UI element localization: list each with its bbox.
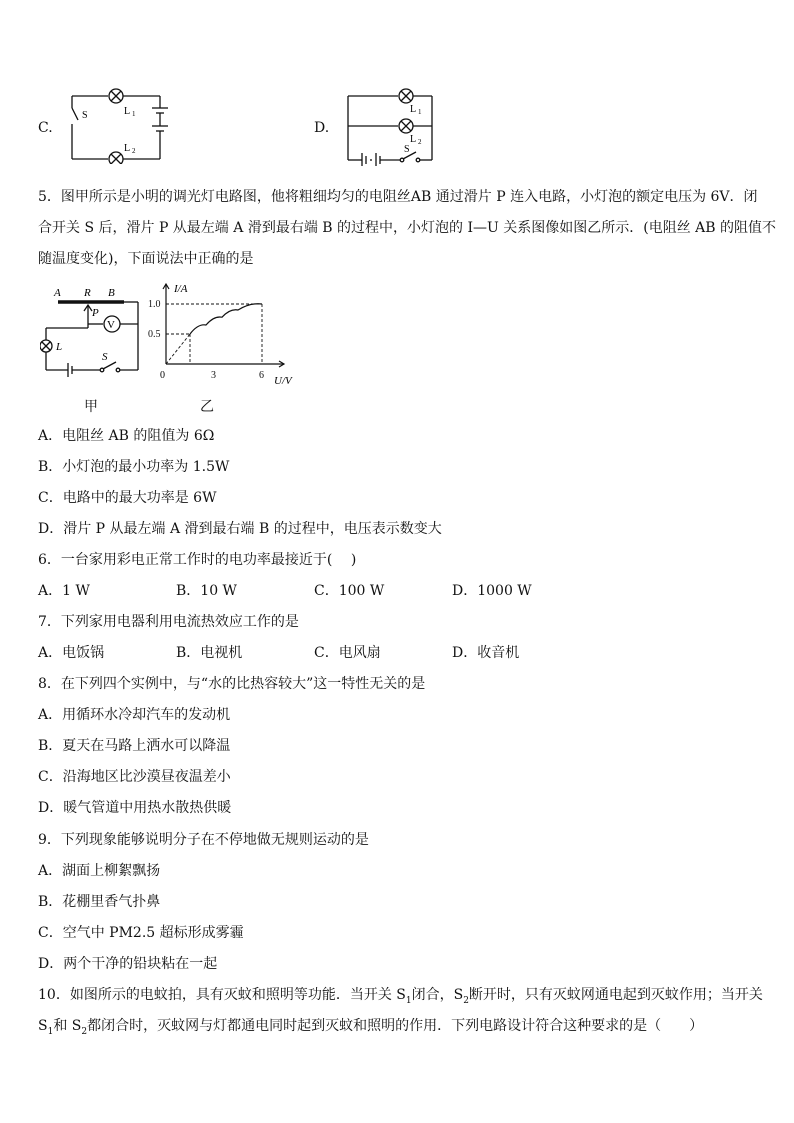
q9-option-d: D．两个干净的铅块粘在一起 [38, 956, 218, 972]
x-axis-label: U/V [274, 375, 292, 387]
q8-option-b: B．夏天在马路上洒水可以降温 [38, 738, 231, 754]
q10-stem-line1: 10．如图所示的电蚊拍，具有灭蚊和照明等功能．当开关 $S_1$闭合，$S_2$断开时，只有灭蚊网通电起到灭蚊作用；当开关 [38, 987, 763, 1006]
q9-stem: 9．下列现象能够说明分子在不停地做无规则运动的是 [38, 832, 369, 848]
label-r: R [84, 287, 91, 299]
q8-option-c: C．沿海地区比沙漠昼夜温差小 [38, 769, 231, 785]
circuit-diagram-d [340, 84, 450, 166]
lamp-l1-sub: 1 [418, 108, 422, 116]
label-b: B [108, 287, 115, 299]
q5-option-b: B．小灯泡的最小功率为 1.5W [38, 459, 230, 475]
q6-option-a: A．1 W [38, 583, 90, 599]
lamp-l1-label: L [124, 106, 131, 117]
q5-stem-line2: 合开关 S 后，滑片 P 从最左端 A 滑到最右端 B 的过程中，小灯泡的 I—U 关系图像如图乙所示．(电阻丝 AB 的阻值不 [38, 220, 776, 236]
q9-option-a: A．湖面上柳絮飘扬 [38, 863, 161, 879]
lamp-l2-label: L [124, 143, 131, 154]
label-p: P [92, 307, 99, 319]
label-l: L [56, 341, 63, 353]
switch-label: S [82, 110, 88, 121]
axes [163, 284, 284, 367]
label-s: S [102, 351, 108, 363]
guide-origin-segment [166, 334, 190, 364]
lamp-l2-sub: 2 [418, 138, 422, 146]
x-tick-label: 3 [211, 370, 216, 381]
y-axis-label: I/A [174, 283, 188, 295]
q8-option-a: A．用循环水冷却汽车的发动机 [38, 707, 231, 723]
q6-option-b: B．10 W [176, 583, 237, 599]
series-line [190, 304, 262, 334]
q5-option-d: D．滑片 P 从最左端 A 滑到最右端 B 的过程中，电压表示数变大 [38, 521, 442, 537]
q7-option-c: C．电风扇 [314, 645, 381, 661]
q6-option-c: C．100 W [314, 583, 385, 599]
label-a: A [54, 287, 61, 299]
q6-option-d: D．1000 W [452, 583, 532, 599]
q7-option-d: D．收音机 [452, 645, 520, 661]
voltmeter-label: V [107, 319, 115, 331]
figure-yi-caption: 乙 [200, 399, 214, 415]
q4-option-c-label: C. [38, 120, 53, 136]
switch-label: S [404, 144, 410, 155]
lamp-l2-label: L [410, 134, 417, 145]
circuit-diagram-c [62, 84, 182, 164]
q5-stem-line3: 随温度变化)，下面说法中正确的是 [38, 251, 254, 267]
y-tick-label: 0.5 [148, 329, 161, 340]
q5-option-c: C．电路中的最大功率是 6W [38, 490, 217, 506]
q4-option-d-label: D. [314, 120, 330, 136]
origin-label: 0 [160, 370, 165, 381]
figure-jia-caption: 甲 [84, 399, 98, 415]
circuit-diagram-jia [40, 284, 145, 384]
x-tick-label: 6 [259, 370, 264, 381]
q5-option-a: A．电阻丝 AB 的阻值为 6Ω [38, 428, 215, 444]
q7-option-a: A．电饭锅 [38, 645, 105, 661]
q5-stem-line1: 5．图甲所示是小明的调光灯电路图，他将粗细均匀的电阻丝AB 通过滑片 P 连入电路，小灯泡的额定电压为 6V．闭 [38, 189, 758, 205]
q8-option-d: D．暖气管道中用热水散热供暖 [38, 800, 232, 816]
lamp-l1-label: L [410, 104, 417, 115]
q9-option-b: B．花棚里香气扑鼻 [38, 894, 161, 910]
q9-option-c: C．空气中 PM2.5 超标形成雾霾 [38, 925, 244, 941]
q7-stem: 7．下列家用电器利用电流热效应工作的是 [38, 614, 299, 630]
q10-stem-line2: $S_1$和 $S_2$都闭合时，灭蚊网与灯都通电同时起到灭蚊和照明的作用．下列电路设计符合这种要求的是（ ） [38, 1018, 704, 1037]
iu-chart [144, 280, 294, 390]
q8-stem: 8．在下列四个实例中，与“水的比热容较大”这一特性无关的是 [38, 676, 426, 692]
q6-stem: 6．一台家用彩电正常工作时的电功率最接近于( ) [38, 552, 357, 568]
q7-option-b: B．电视机 [176, 645, 243, 661]
lamp-l1-sub: 1 [132, 110, 136, 118]
y-tick-label: 1.0 [148, 299, 161, 310]
lamp-l2-sub: 2 [132, 147, 136, 155]
